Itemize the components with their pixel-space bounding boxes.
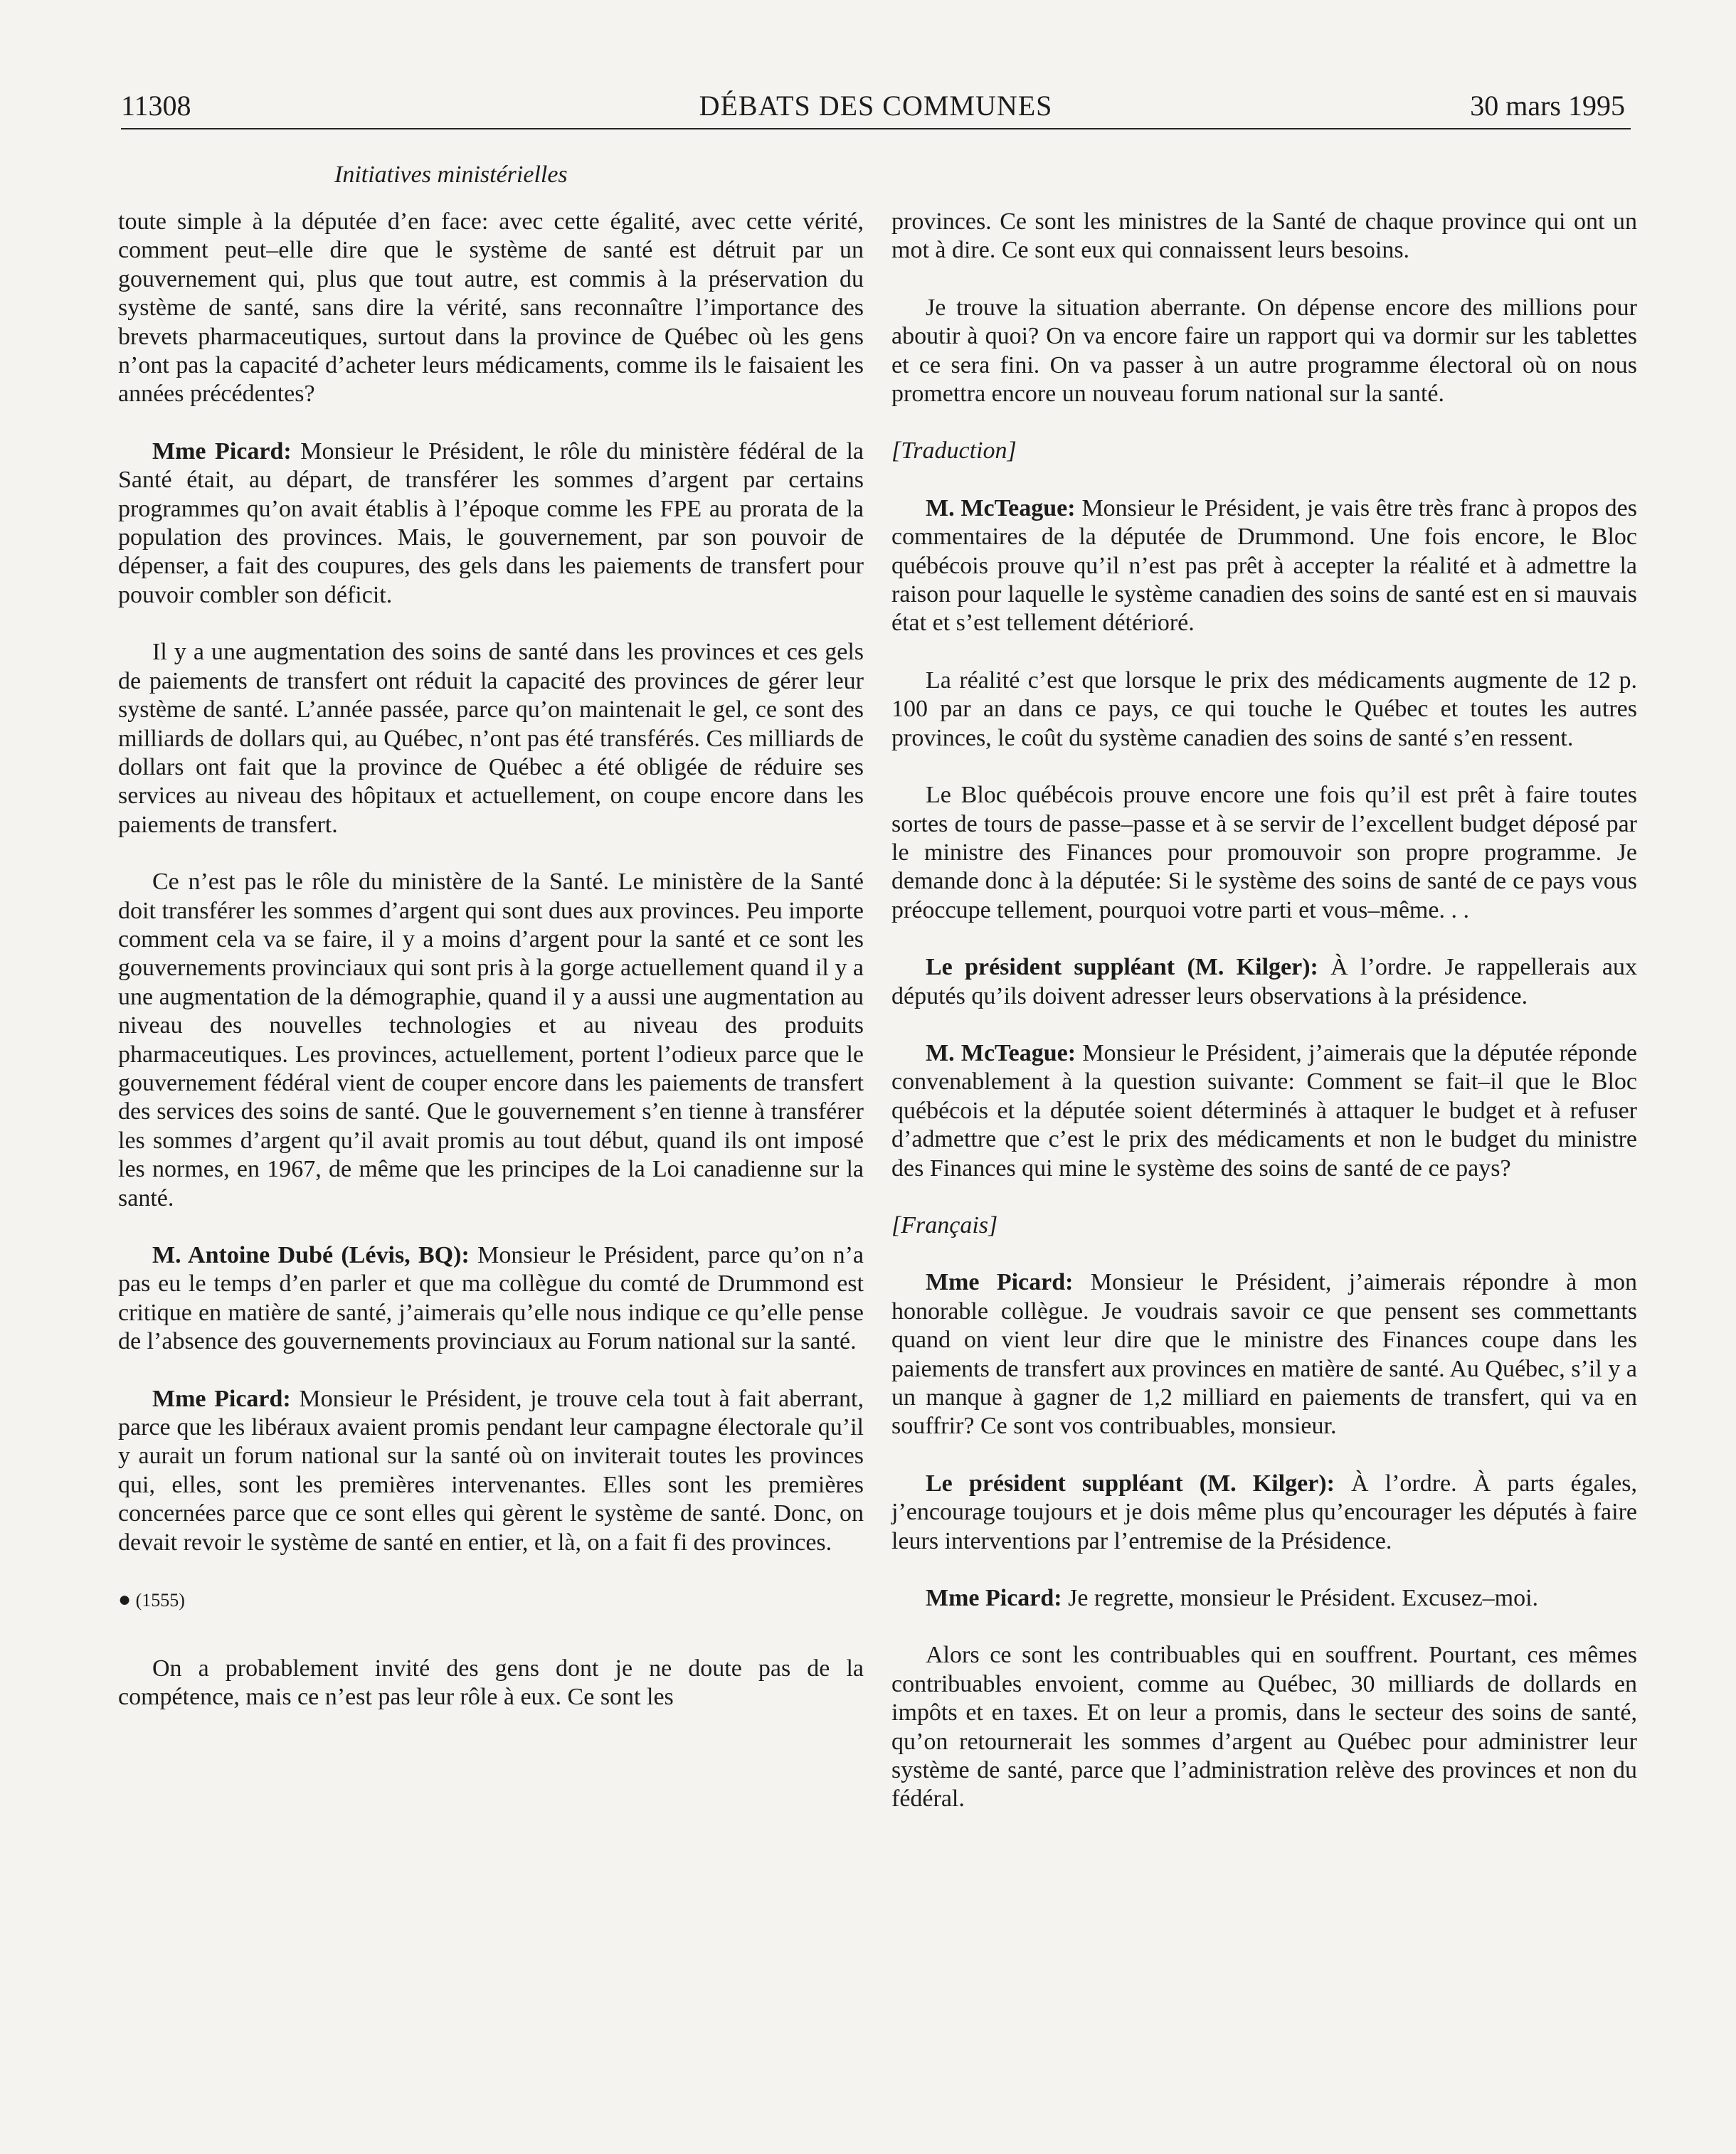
speaker-name: Le président suppléant (M. Kilger):: [926, 1470, 1335, 1497]
language-tag: [Français]: [891, 1211, 998, 1238]
time-stamp: (1555): [135, 1590, 185, 1611]
language-tag: [Traduction]: [891, 437, 1017, 465]
speech-text: Monsieur le Président, le rôle du ministère fédéral de la Santé était, au départ, de transférer les sommes d’argent par certains programmes qu’on avait établis à l’époque comme les FPE au prorata de la population des provinces. Mais, le gouvernement, par son pouvoir de dépenser, a fait des coupures, des gels dans les paiements de transfert pour pouvoir combler son déficit.: [118, 437, 864, 608]
speech-paragraph: [891, 1470, 1637, 1556]
speech-paragraph: [891, 1268, 1637, 1441]
paragraph: toute simple à la députée d’en face: avec cette égalité, avec cette vérité, comment peut–elle dire que le système de santé est détruit par un gouvernement qui, plus que tout autre, est commis à la préservation du système de santé, sans dire la vérité, sans reconnaître l’importance des brevets pharmaceutiques, surtout dans la province de Québec où les gens n’ont pas la capacité d’acheter leurs médicaments, comme ils le faisaient les années précédentes?: [118, 208, 864, 408]
speech-paragraph: [118, 437, 864, 610]
speech-text: Monsieur le Président, j’aimerais répondre à mon honorable collègue. Je voudrais savoir ce que pensent ses commettants quand on vient leur dire que le ministre des Finances coupe dans les paiements de transfert aux provinces en matière de santé. Au Québec, s’il y a un manque à gagner de 1,2 milliard en paiements de transfert, qui va en souffrir? Ce sont vos contribuables, monsieur.: [891, 1269, 1637, 1440]
page-header: [121, 84, 1631, 129]
paragraph: On a probablement invité des gens dont je ne doute pas de la compétence, mais ce n’est pas leur rôle à eux. Ce sont les: [118, 1655, 864, 1711]
speaker-name: Le président suppléant (M. Kilger):: [926, 954, 1318, 981]
paragraph: Je trouve la situation aberrante. On dépense encore des millions pour aboutir à quoi? On va encore faire un rapport qui va dormir sur les tablettes et ce sera fini. On va passer à un autre programme électoral où on nous promettra encore un nouveau forum national sur la santé.: [891, 294, 1637, 408]
speaker-name: Mme Picard:: [152, 1385, 291, 1412]
bullet-icon: ●: [118, 1588, 132, 1612]
speech-text: Monsieur le Président, parce qu’on n’a pas eu le temps d’en parler et que ma collègue du comté de Drummond est critique en matière de santé, j’aimerais qu’elle nous indique ce qu’elle pense de l’absence des gouvernements provinciaux au Forum national sur la santé.: [118, 1242, 864, 1355]
paragraph: Il y a une augmentation des soins de santé dans les provinces et ces gels de paiements de transfert ont réduit la capacité des provinces de gérer leur système de santé. L’année passée, parce qu’on maintenait le gel, ce sont des milliards de dollars qui, au Québec, n’ont pas été transférés. Ces milliards de dollars ont fait que la province de Québec a été obligée de réduire ses services au niveau des hôpitaux et actuellement, on coupe encore dans les paiements de transfert.: [118, 639, 864, 838]
speech-paragraph: [118, 1385, 864, 1557]
speech-paragraph: [891, 1584, 1637, 1613]
speech-text: Je regrette, monsieur le Président. Excusez–moi.: [1062, 1585, 1539, 1612]
paragraph: provinces. Ce sont les ministres de la Santé de chaque province qui ont un mot à dire. Ce sont eux qui connaissent leurs besoins.: [891, 208, 1637, 264]
paragraph: La réalité c’est que lorsque le prix des médicaments augmente de 12 p. 100 par an dans ce pays, ce qui touche le Québec et toutes les autres provinces, le coût du système canadien des soins de santé s’en ressent.: [891, 667, 1637, 751]
speaker-name: Mme Picard:: [926, 1269, 1074, 1296]
speaker-name: M. McTeague:: [926, 494, 1076, 521]
speech-text: Monsieur le Président, je vais être très franc à propos des commentaires de la députée de Drummond. Une fois encore, le Bloc québécois prouve qu’il n’est pas prêt à accepter la réalité et à admettre la raison pour laquelle le système canadien des soins de santé est en si mauvais état et s’est tellement détérioré.: [891, 494, 1637, 637]
speech-text: Monsieur le Président, j’aimerais que la députée réponde convenablement à la question suivante: Comment se fait–il que le Bloc québécois et la députée soient déterminés à attaquer le budget et à refuser d’admettre que c’est le prix des médicaments et non le budget du ministre des Finances qui mine le système des soins de santé de ce pays?: [891, 1039, 1637, 1182]
speaker-name: M. Antoine Dubé (Lévis, BQ):: [152, 1242, 470, 1268]
paragraph: Alors ce sont les contribuables qui en souffrent. Pourtant, ces mêmes contribuables envoient, comme au Québec, 30 milliards de dollards en impôts et en taxes. Et on leur a promis, dans le secteur des soins de santé, qu’on retournerait les sommes d’argent au Québec pour administrer leur système de santé, parce que l’administration relève des provinces et non du fédéral.: [891, 1642, 1637, 1813]
speech-paragraph: [891, 1039, 1637, 1183]
right-column: [891, 208, 1637, 1842]
speech-paragraph: [891, 494, 1637, 638]
paragraph: Ce n’est pas le rôle du ministère de la Santé. Le ministère de la Santé doit transférer les sommes d’argent qui sont dues aux provinces. Peu importe comment cela va se faire, il y a moins d’argent pour la santé et ce sont les gouvernements provinciaux qui sont pris à la gorge actuellement quand il y a une augmentation de la démographie, quand il y a aussi une augmentation au niveau des nouvelles technologies et au niveau des produits pharmaceutiques. Les provinces, actuellement, portent l’odieux parce que le gouvernement fédéral vient de couper encore dans les paiements de transfert des services des soins de santé. Que le gouvernement s’en tienne à transférer les sommes d’argent qu’il avait promis au tout début, quand ils ont imposé les normes, en 1967, de même que les principes de la Loi canadienne sur la santé.: [118, 869, 864, 1211]
speaker-name: Mme Picard:: [926, 1585, 1062, 1612]
page-number: 11308: [121, 90, 191, 122]
speech-paragraph: [891, 953, 1637, 1011]
time-marker: [118, 1586, 864, 1615]
issue-date: 30 mars 1995: [1470, 90, 1625, 122]
journal-title: DÉBATS DES COMMUNES: [699, 90, 1053, 122]
paragraph: Le Bloc québécois prouve encore une fois qu’il est prêt à faire toutes sortes de tours de passe–passe et à se servir de l’excellent budget déposé par le ministre des Finances pour promouvoir son propre programme. Je demande donc à la députée: Si le système des soins de santé de ce pays vous préoccupe tellement, pourquoi votre parti et vous–même. . .: [891, 782, 1637, 923]
speaker-name: Mme Picard:: [152, 437, 292, 465]
speech-text: À l’ordre. Je rappellerais aux députés qu’ils doivent adresser leurs observations à la présidence.: [891, 954, 1637, 1009]
speech-text: À l’ordre. À parts égales, j’encourage toujours et je dois même plus qu’encourager les députés à faire leurs interventions par l’entremise de la Présidence.: [891, 1470, 1637, 1554]
left-column: [118, 208, 864, 1741]
speaker-name: M. McTeague:: [926, 1039, 1076, 1066]
speech-paragraph: [118, 1241, 864, 1357]
speech-text: Monsieur le Président, je trouve cela tout à fait aberrant, parce que les libéraux avaient promis pendant leur campagne électorale qu’il y aurait un forum national sur la santé où on inviterait toutes les provinces qui, elles, sont les premières intervenantes. Elles sont les premières concernées parce que ce sont elles qui gèrent le système de santé. Donc, on devait revoir le système de santé en entier, et là, on a fait fi des provinces.: [118, 1385, 864, 1556]
section-title: Initiatives ministérielles: [334, 161, 568, 188]
